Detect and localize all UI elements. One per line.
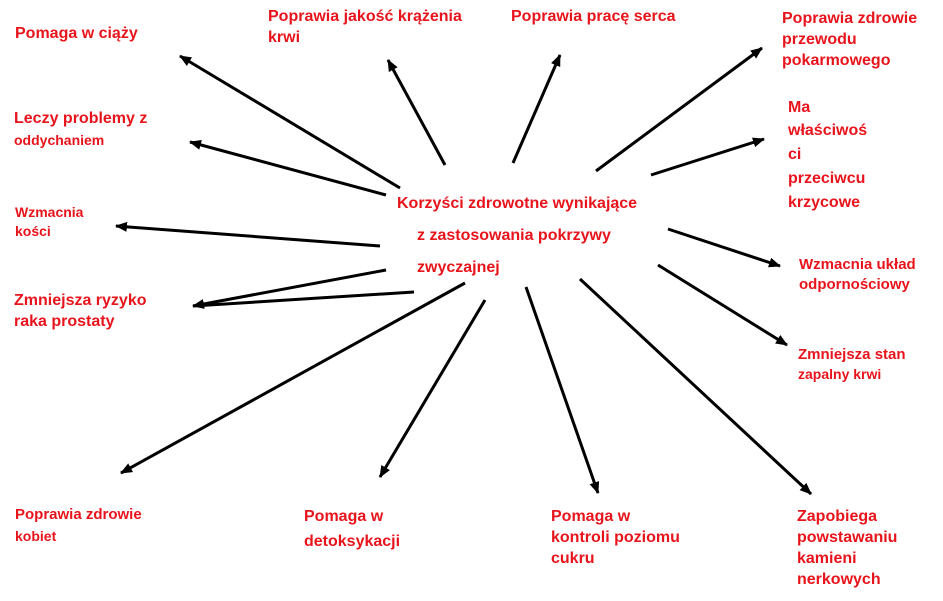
benefit-anticoagulant-line-2: właściwoś — [788, 122, 868, 139]
benefit-pregnancy-line-1: Pomaga w ciąży — [15, 25, 138, 42]
arrow-inflammation — [658, 265, 787, 345]
center-title-line-1: Korzyści zdrowotne wynikające — [397, 195, 638, 212]
benefit-digestive-line-3: pokarmowego — [782, 52, 891, 69]
benefit-sugar-line-3: cukru — [551, 550, 595, 567]
center-title-line-2: z zastosowania pokrzywy — [417, 227, 611, 244]
benefit-prostate-line-2: raka prostaty — [14, 313, 115, 330]
center-title-line-3: zwyczajnej — [417, 259, 500, 276]
benefit-detox-line-1: Pomaga w — [304, 508, 384, 525]
benefit-circulation-line-1: Poprawia jakość krążenia — [268, 8, 462, 25]
arrow-bones — [116, 226, 380, 246]
benefit-sugar-line-1: Pomaga w — [551, 508, 631, 525]
arrow-heart — [513, 55, 560, 163]
benefit-prostate — [14, 290, 147, 332]
benefit-immunity-line-1: Wzmacnia układ — [799, 256, 916, 273]
arrow-women — [121, 283, 465, 473]
benefit-breathing-line-2: oddychaniem — [14, 132, 105, 148]
benefit-sugar-line-2: kontroli poziomu — [551, 529, 680, 546]
benefit-anticoagulant — [788, 97, 867, 215]
benefit-inflammation — [798, 345, 906, 384]
benefit-anticoagulant-line-1: Ma — [788, 99, 811, 116]
benefit-pregnancy — [15, 23, 138, 44]
benefit-digestive — [782, 8, 917, 71]
benefit-women — [15, 505, 142, 546]
benefit-kidney — [797, 506, 897, 590]
arrow-breathing — [190, 142, 386, 195]
benefit-immunity — [799, 255, 916, 295]
benefit-kidney-line-3: kamieni — [797, 550, 857, 567]
benefit-kidney-line-2: powstawaniu — [797, 529, 898, 546]
benefit-circulation — [268, 6, 462, 48]
benefit-circulation-line-2: krwi — [268, 29, 301, 46]
benefit-bones-line-1: Wzmacnia — [15, 204, 84, 220]
arrow-digestive — [596, 48, 762, 171]
benefit-anticoagulant-line-4: przeciwcu — [788, 170, 866, 187]
benefit-kidney-line-4: nerkowych — [797, 571, 881, 588]
arrow-detox — [380, 300, 485, 477]
diagram-center-title — [397, 188, 637, 284]
benefit-kidney-line-1: Zapobiega — [797, 508, 878, 525]
benefit-bones — [15, 203, 83, 241]
benefit-heart — [511, 6, 676, 27]
benefit-immunity-line-2: odpornościowy — [799, 276, 910, 293]
benefit-breathing-line-1: Leczy problemy z — [14, 110, 148, 127]
benefit-bones-line-2: kości — [15, 223, 51, 239]
benefit-breathing — [14, 108, 147, 150]
benefit-anticoagulant-line-3: ci — [788, 146, 802, 163]
benefit-women-line-2: kobiet — [15, 528, 57, 544]
benefit-inflammation-line-2: zapalny krwi — [798, 366, 882, 382]
benefit-inflammation-line-1: Zmniejsza stan — [798, 346, 906, 363]
benefit-sugar — [551, 506, 680, 569]
arrow-circulation — [388, 60, 445, 165]
arrow-anticoagulant — [651, 139, 764, 175]
arrow-kidney — [580, 279, 811, 494]
arrow-sugar — [526, 287, 598, 493]
benefit-detox-line-2: detoksykacji — [304, 533, 401, 550]
benefit-heart-line-1: Poprawia pracę serca — [511, 8, 676, 25]
benefit-anticoagulant-line-5: krzycowe — [788, 194, 861, 211]
benefit-digestive-line-1: Poprawia zdrowie — [782, 10, 918, 27]
benefit-digestive-line-2: przewodu — [782, 31, 857, 48]
benefit-prostate-line-1: Zmniejsza ryzyko — [14, 292, 147, 309]
benefit-women-line-1: Poprawia zdrowie — [15, 506, 142, 523]
benefit-detox — [304, 506, 400, 552]
arrow-immunity — [668, 229, 780, 266]
